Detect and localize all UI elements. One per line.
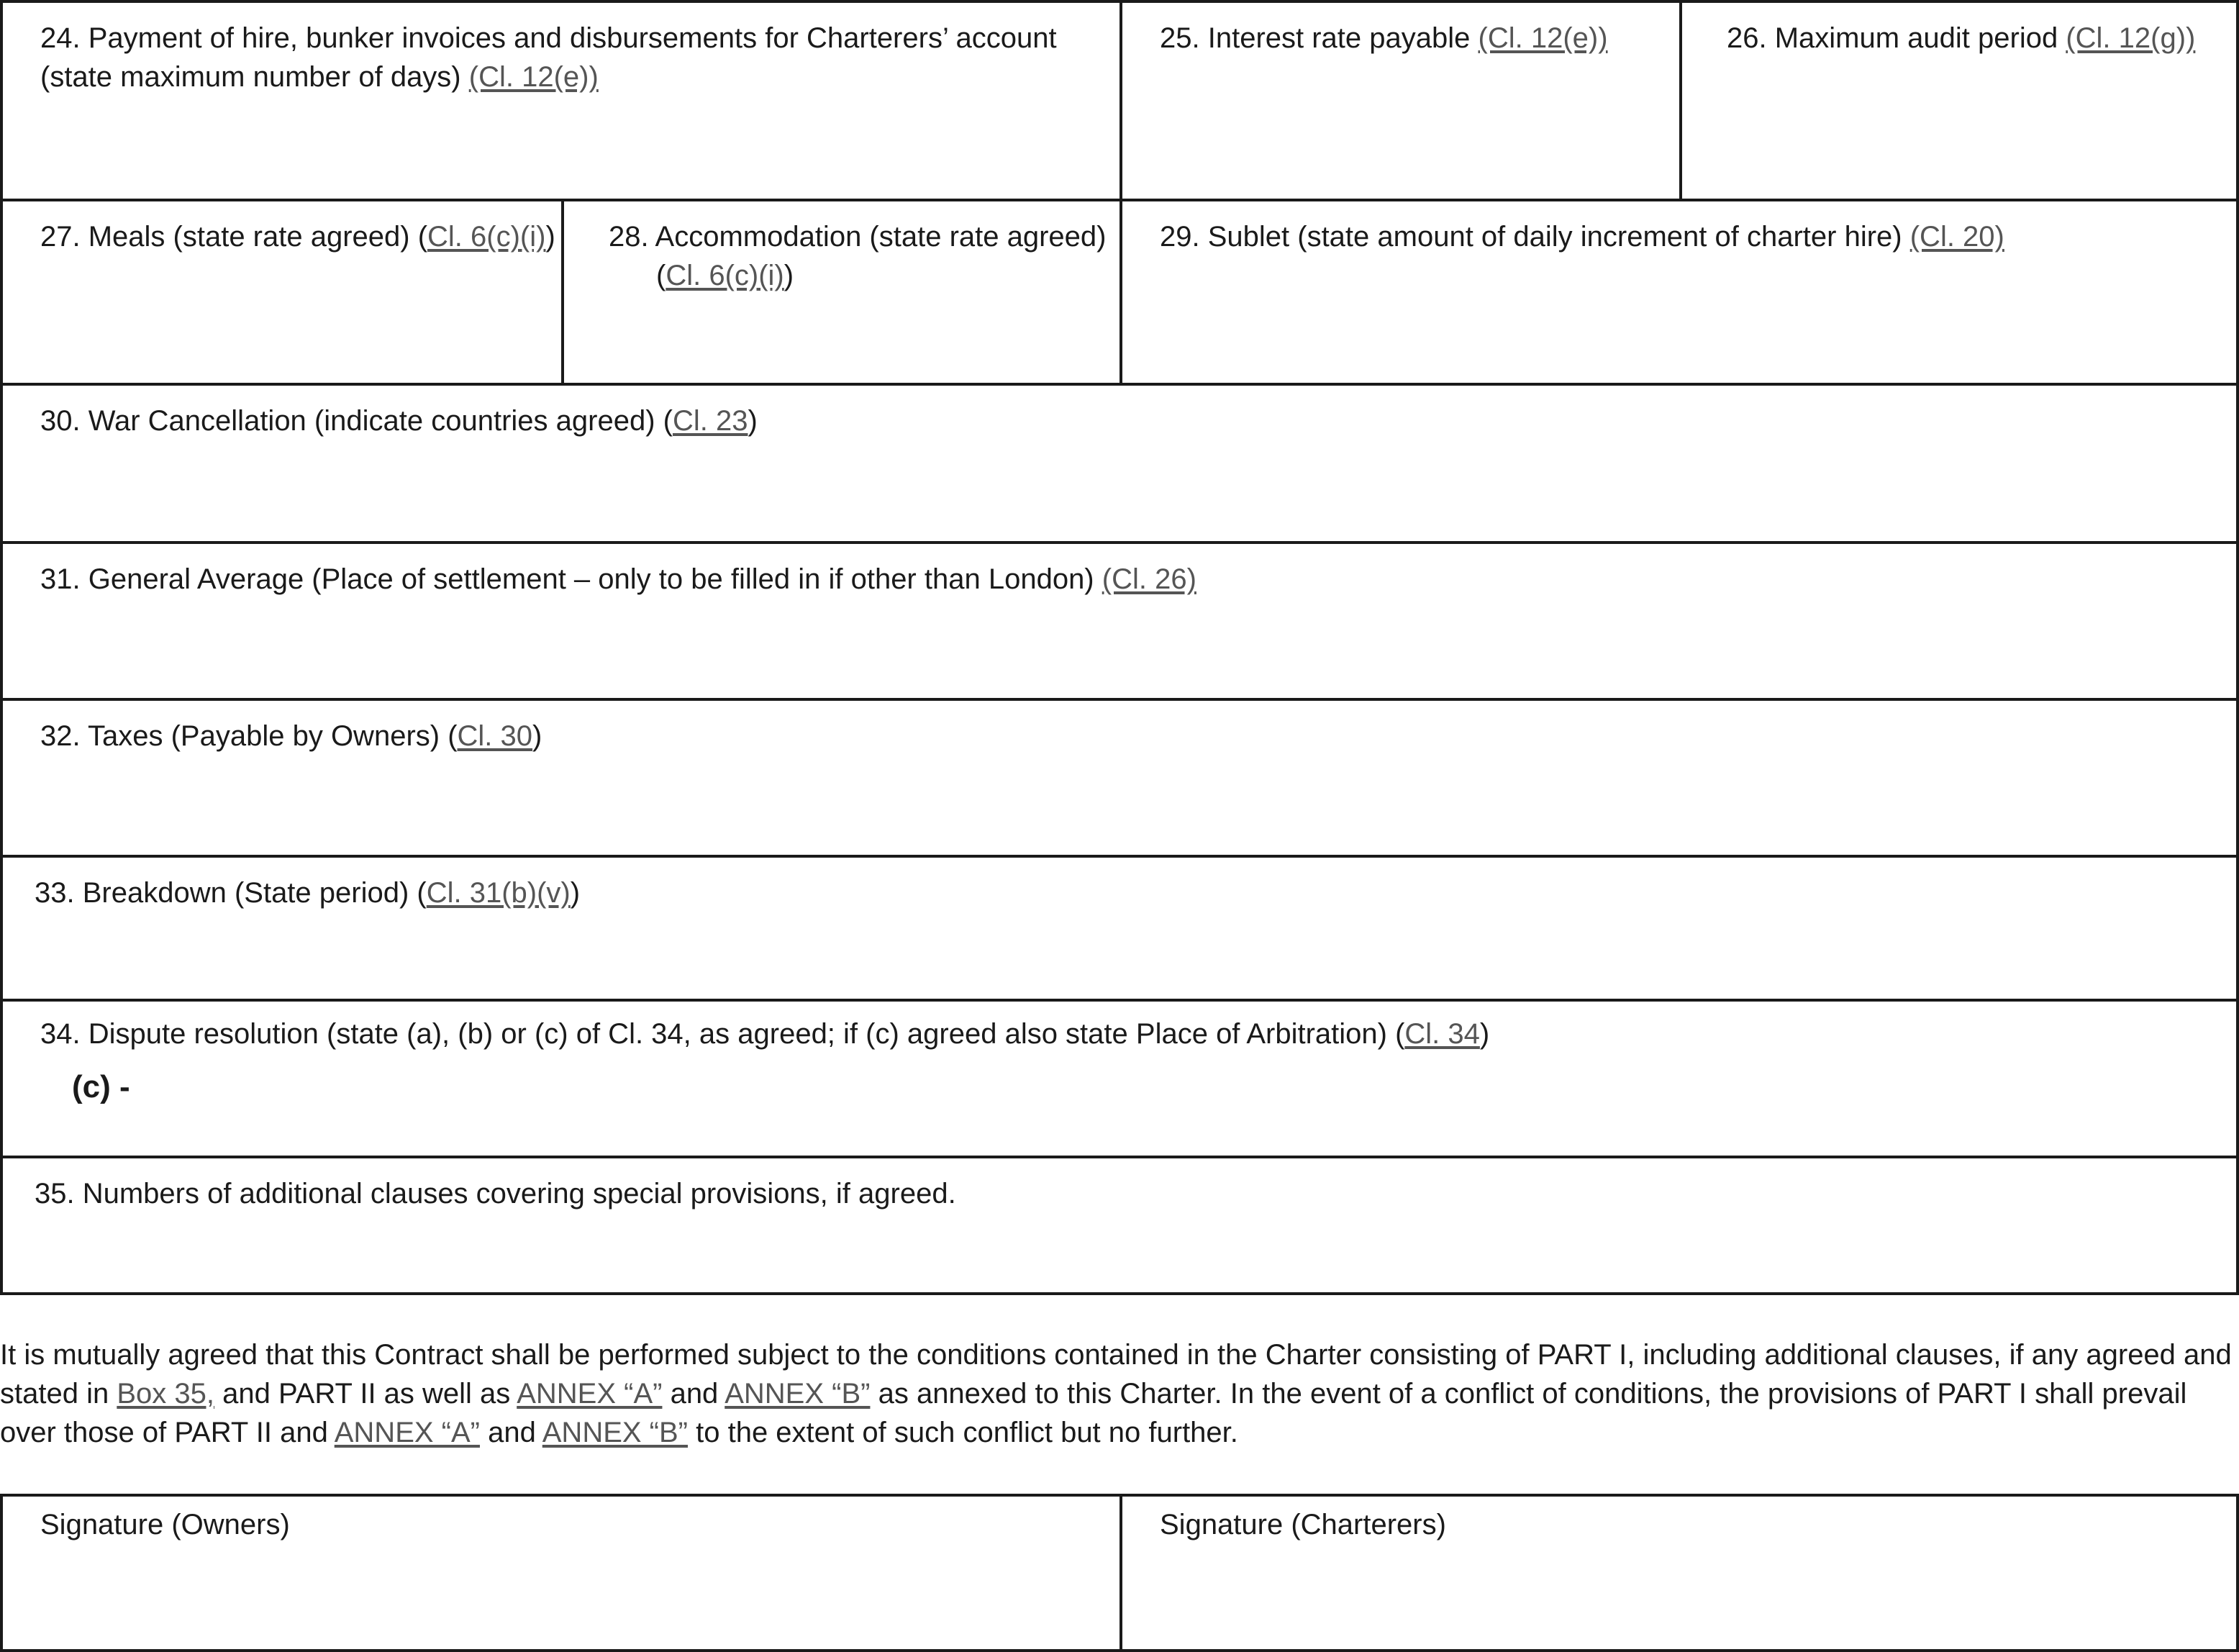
clause-ref-link[interactable]: Cl. 34 (1404, 1018, 1480, 1050)
box-30-war-cancellation[interactable] (0, 383, 2239, 544)
box-33-label: 33. Breakdown (State period) (Cl. 31(b)(v)) (35, 877, 581, 909)
box-24-payment-days[interactable] (0, 0, 1122, 201)
box-35-additional-clauses[interactable] (0, 1156, 2239, 1295)
box-25-interest-rate[interactable] (1120, 0, 1682, 201)
clause-ref-link[interactable]: (Cl. 26) (1102, 563, 1196, 595)
box-26-audit-period[interactable] (1679, 0, 2239, 201)
box-34-dispute-resolution[interactable] (0, 999, 2239, 1158)
box-34-answer[interactable]: (c) - (72, 1069, 130, 1104)
box-27-meals[interactable] (0, 199, 564, 386)
clause-ref-link[interactable]: Cl. 23 (672, 405, 748, 437)
annex-b-link[interactable]: ANNEX “B” (542, 1417, 688, 1448)
clause-ref-link[interactable]: Cl. 30 (457, 720, 533, 752)
clause-ref-link[interactable]: Cl. 31(b)(v) (426, 877, 571, 909)
box-27-label: 27. Meals (state rate agreed) (Cl. 6(c)(i)) (40, 221, 555, 253)
box-32-label: 32. Taxes (Payable by Owners) (Cl. 30) (40, 720, 542, 752)
signature-charterers-label: Signature (Charterers) (1160, 1509, 1446, 1540)
clause-ref-link[interactable]: Cl. 6(c)(i) (666, 260, 784, 291)
box-25-label: 25. Interest rate payable (Cl. 12(e)) (1160, 22, 1608, 54)
signature-owners-box[interactable] (0, 1494, 1122, 1652)
box-35-label: 35. Numbers of additional clauses covering special provisions, if agreed. (35, 1178, 956, 1210)
box-31-label: 31. General Average (Place of settlement – only to be filled in if other than London) (Cl. 26) (40, 563, 1196, 595)
box-31-general-average[interactable] (0, 541, 2239, 701)
annex-b-link[interactable]: ANNEX “B” (725, 1378, 871, 1410)
clause-ref-link[interactable]: (Cl. 12(g)) (2066, 22, 2196, 54)
box-26-label: 26. Maximum audit period (Cl. 12(g)) (1727, 22, 2196, 54)
box-35-link[interactable]: Box 35, (117, 1378, 214, 1410)
box-30-label: 30. War Cancellation (indicate countries agreed) (Cl. 23) (40, 405, 758, 437)
clause-ref-link[interactable]: (Cl. 12(e)) (1478, 22, 1608, 54)
box-28-accommodation[interactable] (561, 199, 1122, 386)
box-34-label: 34. Dispute resolution (state (a), (b) or (c) of Cl. 34, as agreed; if (c) agreed also state Place of Arbitration) (Cl. 34) (40, 1018, 1490, 1050)
annex-a-link[interactable]: ANNEX “A” (517, 1378, 663, 1410)
clause-ref-link[interactable]: (Cl. 12(e)) (468, 61, 599, 93)
box-29-label: 29. Sublet (state amount of daily increment of charter hire) (Cl. 20) (1160, 221, 2004, 253)
box-33-breakdown[interactable] (0, 855, 2239, 1002)
signature-charterers-box[interactable] (1120, 1494, 2239, 1652)
box-32-taxes[interactable] (0, 698, 2239, 858)
box-29-sublet[interactable] (1120, 199, 2239, 386)
box-28-label: 28. Accommodation (state rate agreed) (Cl. 6(c)(i)) (609, 221, 1107, 291)
signature-owners-label: Signature (Owners) (40, 1509, 290, 1540)
agreement-paragraph: It is mutually agreed that this Contract shall be performed subject to the conditions contained in the Charter consisting of PART I, including additional clauses, if any agreed and stated in Box 35, and PART II as well as ANNEX “A” and ANNEX “B” as annexed to this Charter. In the event of a conflict of conditions, the provisions of PART I shall prevail over those of PART II and ANNEX “A” and ANNEX “B” to the extent of such conflict but no further. (0, 1339, 2232, 1448)
clause-ref-link[interactable]: (Cl. 20) (1909, 221, 2004, 253)
annex-a-link[interactable]: ANNEX “A” (334, 1417, 480, 1448)
box-24-label: 24. Payment of hire, bunker invoices and disbursements for Charterers’ account (state maximum number of days) (Cl. 12(e)) (40, 22, 1057, 93)
clause-ref-link[interactable]: Cl. 6(c)(i) (427, 221, 546, 253)
